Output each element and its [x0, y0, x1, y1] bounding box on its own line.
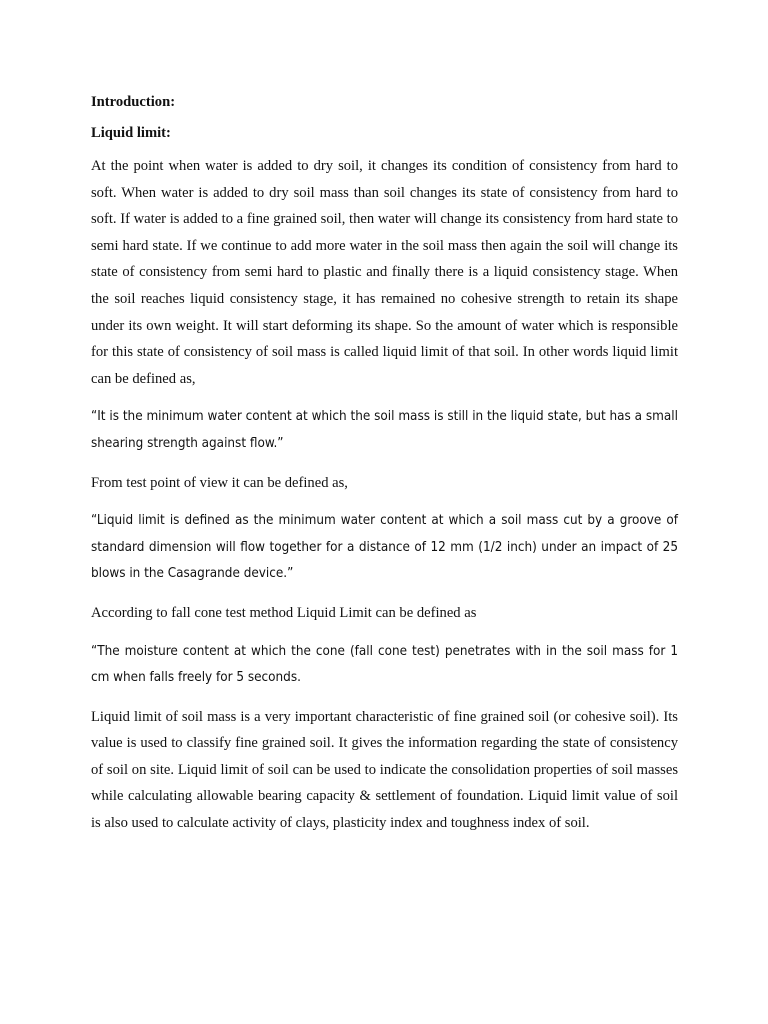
heading-liquid-limit: Liquid limit: [91, 125, 171, 141]
quote-minimum-water-content: “It is the minimum water content at which the soil mass is still in the liquid state, but has a small shearing strength against flow.” [91, 409, 678, 451]
heading-introduction: Introduction: [91, 94, 176, 110]
document-page [91, 91, 678, 837]
paragraph-test-point-of-view: From test point of view it can be defined as, [91, 474, 348, 491]
quote-casagrande-definition: “Liquid limit is defined as the minimum water content at which a soil mass cut by a groove of standard dimension will flow together for a distance of 12 mm (1/2 inch) under an impact of 25 blows in the Casagrande device.” [91, 513, 678, 582]
quote-fall-cone-definition: “The moisture content at which the cone (fall cone test) penetrates with in the soil mass for 1 cm when falls freely for 5 seconds. [91, 643, 678, 686]
paragraph-fall-cone-method: According to fall cone test method Liquid Limit can be defined as [91, 604, 477, 621]
paragraph-importance: Liquid limit of soil mass is a very important characteristic of fine grained soil (or cohesive soil). Its value is used to classify fine grained soil. It gives the information regarding the state of consistency of soil on site. Liquid limit of soil can be used to indicate the consolidation properties of soil masses while calculating allowable bearing capacity & settlement of foundation. Liquid limit value of soil is also used to calculate activity of clays, plasticity index and toughness index of soil. [91, 708, 678, 832]
paragraph-definition-intro: At the point when water is added to dry soil, it changes its condition of consistency from hard to soft. When water is added to dry soil mass than soil changes its state of consistency from hard to soft. If water is added to a fine grained soil, then water will change its consistency from hard state to semi hard state. If we continue to add more water in the soil mass then again the soil will change its state of consistency from semi hard to plastic and finally there is a liquid consistency stage. When the soil reaches liquid consistency stage, it has remained no cohesive strength to retain its shape under its own weight. It will start deforming its shape. So the amount of water which is responsible for this state of consistency of soil mass is called liquid limit of that soil. In other words liquid limit can be defined as, [91, 158, 678, 387]
